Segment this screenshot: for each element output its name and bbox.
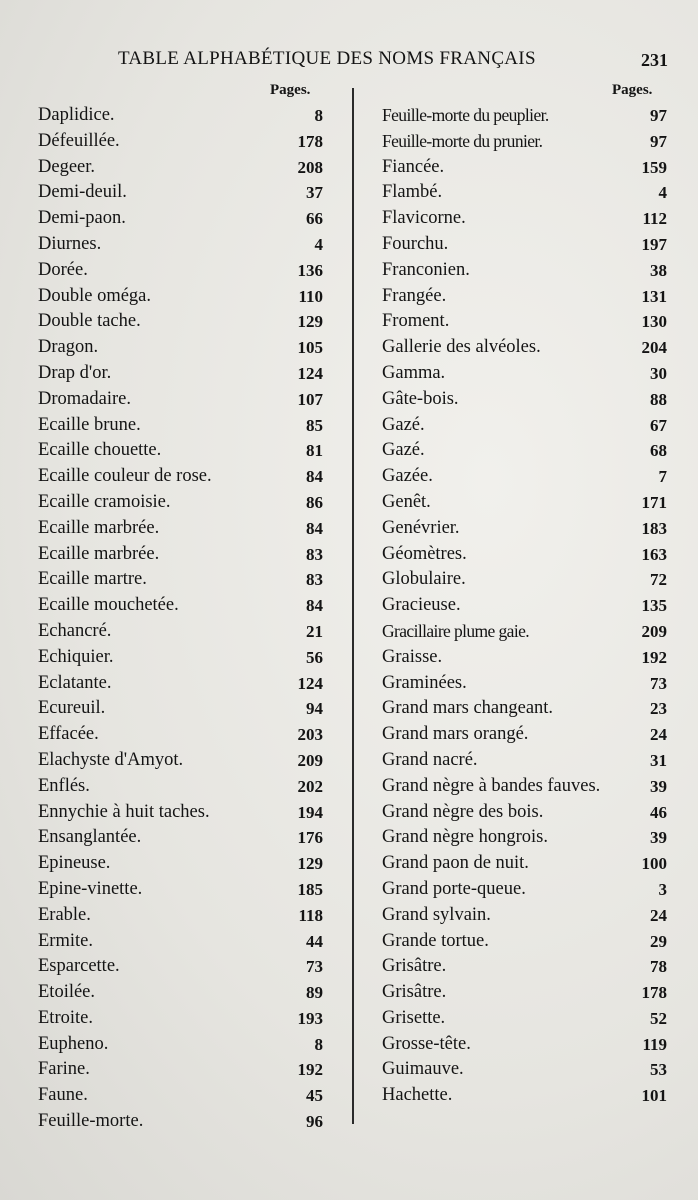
index-entry [38,619,323,645]
index-entry [38,1006,323,1032]
entry-name: Ecaille mouchetée. [38,595,179,616]
entry-name: Graminées. [382,672,467,693]
entry-name: Gazé. [382,440,425,461]
entry-page-number: 110 [298,286,323,306]
index-entry [382,929,667,955]
index-entry [382,645,667,671]
index-entry [382,309,667,335]
entry-page-number: 130 [641,312,667,332]
index-entry [38,696,323,722]
entry-name: Double tache. [38,311,141,332]
entry-name: Dromadaire. [38,388,131,409]
index-entry [382,903,667,929]
entry-page-number: 67 [650,415,667,435]
entry-page-number: 3 [658,879,667,899]
entry-page-number: 8 [314,1034,323,1054]
index-entry [382,361,667,387]
entry-name: Epine-vinette. [38,878,143,899]
entry-name: Effacée. [38,724,99,745]
index-entry [382,464,667,490]
entry-page-number: 4 [658,183,667,203]
entry-page-number: 39 [650,776,667,796]
entry-name: Etroite. [38,1007,93,1028]
entry-page-number: 73 [650,673,667,693]
entry-name: Ecureuil. [38,698,106,719]
entry-name: Gâte-bois. [382,388,459,409]
entry-name: Grosse-tête. [382,1033,471,1054]
entry-name: Ecaille cramoisie. [38,491,171,512]
entry-name: Eclatante. [38,672,112,693]
entry-page-number: 208 [297,157,323,177]
index-entry [38,954,323,980]
entry-page-number: 209 [641,621,667,641]
entry-name: Ensanglantée. [38,827,142,848]
entry-page-number: 96 [306,1112,323,1132]
index-entry [382,722,667,748]
index-entry [382,671,667,697]
entry-page-number: 204 [641,338,667,358]
entry-page-number: 68 [650,441,667,461]
entry-page-number: 88 [650,389,667,409]
entry-name: Grand nègre des bois. [382,801,544,822]
entry-page-number: 7 [658,467,667,487]
entry-page-number: 136 [297,260,323,280]
entry-name: Erable. [38,904,91,925]
entry-page-number: 52 [650,1008,667,1028]
index-entry [38,980,323,1006]
index-entry [38,1109,323,1135]
entry-name: Drap d'or. [38,362,112,383]
entry-page-number: 178 [297,131,323,151]
entry-name: Echancré. [38,620,112,641]
index-entry [38,645,323,671]
index-entry [382,825,667,851]
entry-name: Gazé. [382,414,425,435]
index-entry [38,490,323,516]
entry-page-number: 124 [297,673,323,693]
index-entry [382,851,667,877]
entry-page-number: 178 [641,983,667,1003]
index-entry [382,284,667,310]
index-entry [38,929,323,955]
entry-page-number: 21 [306,621,323,641]
entry-page-number: 131 [641,286,667,306]
right-index-column [382,103,667,1109]
entry-name: Ecaille martre. [38,569,147,590]
index-entry [382,593,667,619]
index-entry [382,103,667,129]
entry-name: Demi-paon. [38,208,126,229]
right-column-heading: Pages. [612,82,653,98]
entry-name: Graisse. [382,646,443,667]
entry-name: Grisette. [382,1007,446,1028]
index-entry [38,232,323,258]
entry-name: Etoilée. [38,982,96,1003]
index-entry [382,696,667,722]
index-entry [382,129,667,155]
entry-name: Diurnes. [38,233,102,254]
entry-page-number: 84 [306,518,323,538]
entry-page-number: 45 [306,1086,323,1106]
index-entry [38,413,323,439]
entry-name: Géomètres. [382,543,467,564]
index-entry [382,258,667,284]
index-entry [38,800,323,826]
entry-name: Fiancée. [382,156,445,177]
entry-name: Grand nègre à bandes fauves. [382,775,601,796]
index-entry [382,567,667,593]
entry-name: Fourchu. [382,233,449,254]
entry-name: Genévrier. [382,517,460,538]
entry-name: Grand nacré. [382,749,478,770]
entry-name: Demi-deuil. [38,182,127,203]
entry-page-number: 101 [641,1086,667,1106]
index-entry [38,1032,323,1058]
index-entry [382,619,667,645]
entry-name: Enflés. [38,775,90,796]
entry-name: Epineuse. [38,853,111,874]
entry-name: Gazée. [382,466,433,487]
entry-page-number: 83 [306,570,323,590]
entry-name: Gallerie des alvéoles. [382,337,541,358]
index-entry [38,387,323,413]
entry-page-number: 129 [297,312,323,332]
entry-page-number: 124 [297,363,323,383]
entry-name: Défeuillée. [38,130,120,151]
index-entry [382,774,667,800]
entry-name: Dorée. [38,259,88,280]
entry-name: Ecaille chouette. [38,440,162,461]
entry-page-number: 23 [650,699,667,719]
entry-name: Gracieuse. [382,595,461,616]
entry-page-number: 66 [306,209,323,229]
entry-page-number: 84 [306,596,323,616]
entry-page-number: 30 [650,363,667,383]
left-index-column [38,103,323,1135]
entry-page-number: 183 [641,518,667,538]
index-entry [382,335,667,361]
index-entry [382,748,667,774]
entry-page-number: 78 [650,957,667,977]
index-entry [382,800,667,826]
index-entry [382,877,667,903]
entry-page-number: 83 [306,544,323,564]
index-entry [382,1006,667,1032]
index-entry [38,1057,323,1083]
entry-page-number: 118 [298,905,323,925]
page-number: 231 [641,50,668,70]
entry-name: Grisâtre. [382,982,447,1003]
entry-page-number: 81 [306,441,323,461]
index-entry [38,593,323,619]
entry-name: Faune. [38,1085,88,1106]
entry-name: Daplidice. [38,105,115,125]
entry-name: Grand mars orangé. [382,724,529,745]
entry-name: Ecaille marbrée. [38,543,160,564]
index-entry [38,877,323,903]
entry-name: Grande tortue. [382,930,489,951]
entry-name: Frangée. [382,285,447,306]
entry-page-number: 29 [650,931,667,951]
index-entry [38,129,323,155]
entry-page-number: 193 [297,1008,323,1028]
entry-page-number: 135 [641,596,667,616]
entry-page-number: 31 [650,750,667,770]
entry-page-number: 107 [297,389,323,409]
entry-page-number: 44 [306,931,323,951]
entry-page-number: 8 [314,106,323,125]
index-entry [382,954,667,980]
index-entry [38,1083,323,1109]
index-entry [382,155,667,181]
entry-page-number: 203 [297,725,323,745]
index-entry [382,1032,667,1058]
entry-page-number: 24 [650,905,667,925]
entry-name: Ennychie à huit taches. [38,801,210,822]
entry-page-number: 85 [306,415,323,435]
entry-name: Elachyste d'Amyot. [38,749,184,770]
entry-page-number: 97 [650,106,667,125]
entry-page-number: 94 [306,699,323,719]
entry-name: Ecaille marbrée. [38,517,160,538]
index-entry [38,825,323,851]
index-entry [382,516,667,542]
entry-name: Grand nègre hongrois. [382,827,548,848]
entry-name: Froment. [382,311,450,332]
index-entry [38,258,323,284]
entry-page-number: 39 [650,828,667,848]
entry-page-number: 37 [306,183,323,203]
index-entry [382,490,667,516]
index-entry [38,284,323,310]
index-entry [382,980,667,1006]
entry-name: Guimauve. [382,1059,464,1080]
entry-name: Double oméga. [38,285,152,306]
entry-name: Grand paon de nuit. [382,853,529,874]
index-entry [38,438,323,464]
index-entry [38,567,323,593]
index-entry [382,232,667,258]
entry-page-number: 176 [297,828,323,848]
entry-name: Echiquier. [38,646,114,667]
entry-page-number: 202 [297,776,323,796]
entry-name: Degeer. [38,156,96,177]
index-entry [382,387,667,413]
entry-name: Ecaille couleur de rose. [38,466,212,487]
entry-name: Hachette. [382,1085,453,1106]
entry-name: Esparcette. [38,956,120,977]
entry-name: Flambé. [382,182,443,203]
entry-name: Eupheno. [38,1033,109,1054]
index-entry [382,438,667,464]
entry-page-number: 159 [641,157,667,177]
left-column-heading: Pages. [270,82,311,98]
entry-page-number: 4 [314,234,323,254]
entry-name: Flavicorne. [382,208,466,229]
entry-page-number: 129 [297,854,323,874]
index-entry [38,542,323,568]
column-divider [352,88,354,1124]
index-entry [382,180,667,206]
entry-name: Feuille-morte du prunier. [382,130,543,151]
index-entry [382,1057,667,1083]
entry-page-number: 38 [650,260,667,280]
entry-name: Feuille-morte. [38,1111,144,1132]
index-entry [382,1083,667,1109]
entry-name: Grisâtre. [382,956,447,977]
entry-page-number: 24 [650,725,667,745]
entry-name: Dragon. [38,337,99,358]
index-entry [38,903,323,929]
entry-name: Gamma. [382,362,446,383]
index-entry [38,206,323,232]
index-entry [38,851,323,877]
index-entry [38,309,323,335]
entry-page-number: 105 [297,338,323,358]
entry-name: Gracillaire plume gaie. [382,620,530,641]
index-entry [382,413,667,439]
entry-page-number: 73 [306,957,323,977]
index-entry [38,180,323,206]
entry-page-number: 197 [641,234,667,254]
entry-name: Grand sylvain. [382,904,491,925]
entry-page-number: 53 [650,1060,667,1080]
entry-page-number: 192 [297,1060,323,1080]
index-entry [38,335,323,361]
index-entry [38,361,323,387]
index-entry [382,542,667,568]
entry-page-number: 163 [641,544,667,564]
entry-name: Grand mars changeant. [382,698,554,719]
entry-page-number: 194 [297,802,323,822]
entry-name: Globulaire. [382,569,466,590]
entry-page-number: 119 [642,1034,667,1054]
entry-page-number: 112 [642,209,667,229]
entry-name: Franconien. [382,259,470,280]
entry-page-number: 185 [297,879,323,899]
index-entry [38,516,323,542]
index-entry [38,155,323,181]
entry-page-number: 56 [306,647,323,667]
entry-page-number: 86 [306,492,323,512]
entry-page-number: 89 [306,983,323,1003]
entry-page-number: 192 [641,647,667,667]
index-entry [38,671,323,697]
entry-name: Farine. [38,1059,90,1080]
entry-name: Genêt. [382,491,431,512]
index-entry [38,774,323,800]
entry-page-number: 97 [650,131,667,151]
entry-name: Ermite. [38,930,93,951]
index-entry [38,103,323,129]
entry-page-number: 72 [650,570,667,590]
entry-page-number: 171 [641,492,667,512]
entry-name: Feuille-morte du peuplier. [382,105,549,125]
index-entry [382,206,667,232]
index-entry [38,748,323,774]
entry-page-number: 209 [297,750,323,770]
entry-page-number: 84 [306,467,323,487]
index-entry [38,464,323,490]
entry-page-number: 100 [641,854,667,874]
entry-page-number: 46 [650,802,667,822]
entry-name: Ecaille brune. [38,414,141,435]
entry-name: Grand porte-queue. [382,878,526,899]
index-entry [38,722,323,748]
page-title: TABLE ALPHABÉTIQUE DES NOMS FRANÇAIS [118,48,536,69]
